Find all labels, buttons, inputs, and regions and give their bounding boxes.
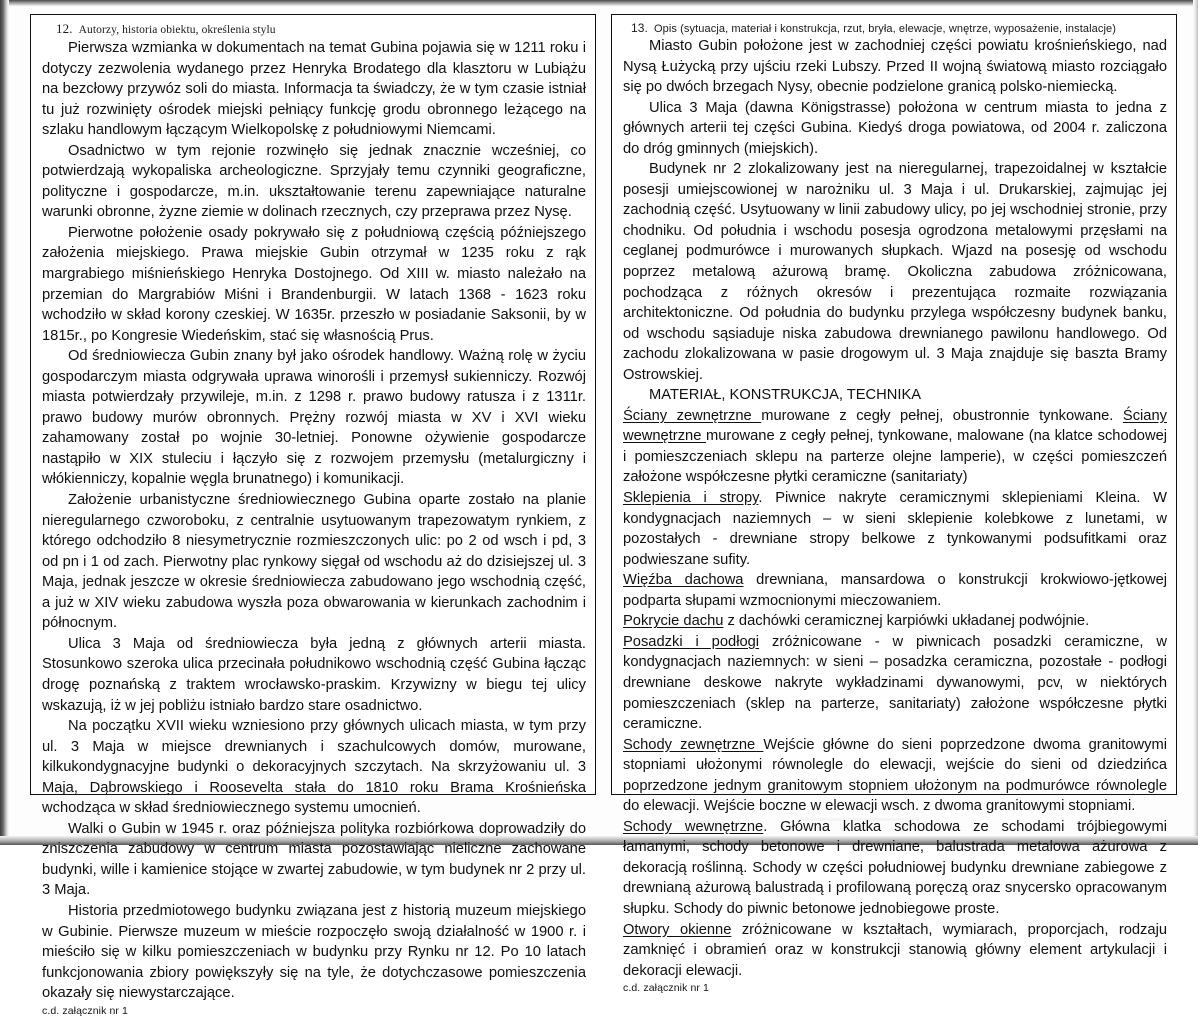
term-underlined: Ściany zewnętrzne bbox=[623, 407, 762, 424]
paragraph bbox=[623, 98, 1167, 160]
term-underlined: Pokrycie dachu bbox=[623, 613, 724, 630]
paragraph: Historia przedmiotowego budynku związana jest z historią muzeum miejskiego w Gubinie. Pierwsze muzeum w mieście rozpoczęło swoją działalność w 1900 r. i mieściło się w kilku pomieszczeniach w budynku przy Rynku nr 12. Po 10 latach funkcjonowania zbiory powiększyły się na tyle, że dotychczasowe pomieszczenia okazały się niewystarczające. bbox=[42, 902, 586, 1002]
text-run: zróżnicowane - w piwnicach posadzki ceramiczne, w kondygnacjach naziemnych: w sieni – posadzka ceramiczna, pozostałe - podłogi drewniane deskowe nakryte wykładzinami dywanowymi, pcv, w niektórych pomieszczeniach (sklep na parterze, sanitariaty) założone współczesne płytki ceramiczne. bbox=[623, 633, 1167, 733]
paragraph bbox=[623, 611, 1167, 632]
paragraph: Osadnictwo w tym rejonie rozwinęło się jednak znacznie wcześniej, co potwierdzają wykopaliska archeologiczne. Sprzyjały temu czynniki geograficzne, polityczne i gospodarcze, m.in. ukształtowanie terenu zapewniające naturalne warunki obronne, żyzne ziemie w dolinach rzecznych, czy przeprawa przez Nysę. bbox=[42, 142, 586, 221]
paragraph bbox=[623, 570, 1167, 611]
paragraph bbox=[623, 920, 1167, 982]
term-underlined: Ściany wewnętrzne bbox=[623, 407, 1167, 445]
paragraph bbox=[623, 159, 1167, 385]
paragraph: Na początku XVII wieku wzniesiono przy głównych ulicach miasta, w tym przy ul. 3 Maja w miejsce drewnianych i szachulcowych domów, murowane, kilkukondygnacyjne budynki o dekoracyjnych szczytach. Na skrzyżowaniu ul. 3 Maja, Dąbrowskiego i Roosevelta stała do 1810 roku Brama Krośnieńska wchodząca w skład średniowiecznego systemu umocnień. bbox=[42, 718, 586, 817]
section-12-heading bbox=[56, 21, 586, 37]
paragraph bbox=[623, 735, 1167, 817]
section-12-box bbox=[30, 14, 596, 1017]
paragraph bbox=[623, 406, 1167, 488]
section-13-footnote: c.d. załącznik nr 1 bbox=[623, 982, 709, 995]
section-12-content bbox=[42, 38, 586, 1004]
paragraph: Pierwsza wzmianka w dokumentach na temat Gubina pojawia się w 1211 roku i dotyczy zezwolenia wydanego przez Henryka Brodatego dla klasztoru w Lubiążu na bezcłowy przywóz soli do miasta. Informacja ta świadczy, że w tym czasie istniał tu już rozwinięty ośrodek miejski pełniący funkcję grodu obronnego leżącego na szlaku handlowym łączącym Wielkopolskę z południowymi Niemcami. bbox=[42, 40, 586, 139]
term-underlined: Sklepienia i stropy bbox=[623, 490, 759, 507]
term-underlined: Otwory okienne bbox=[623, 921, 732, 938]
text-run: Ulica 3 Maja (dawna Königstrasse) położona w centrum miasta to jedna z głównych arterii tej części Gubina. Kiedyś droga powiatowa, od 2004 r. zaliczona do dróg gminnych (miejskich). bbox=[623, 99, 1167, 157]
section-13-heading-text: Opis (sytuacja, materiał i konstrukcja, rzut, bryła, elewacje, wnętrze, wyposażenie, instalacje) bbox=[653, 23, 1116, 35]
paragraph: Pierwotne położenie osady pokrywało się z południową częścią późniejszego założenia miejskiego. Prawa miejskie Gubin otrzymał w 1235 roku z rąk margrabiego miśnieńskiego Henryka Dostojnego. Od XIII w. miasto należało na przemian do Margrabiów Miśni i Brandenburgii. W latach 1368 - 1623 roku wchodziło w skład korony czeskiej. W 1635r. przeszło w posiadanie Saksonii, by w 1815r., po Kongresie Wiedeńskim, stać się własnością Prus. bbox=[42, 224, 586, 344]
text-run: . Piwnice nakryte ceramicznymi sklepieniami Kleina. W kondygnacjach naziemnych – w sieni sklepienie kolebkowe z lunetami, w pozostałych - drewniane stropy belkowe z tynkowanymi podsufitkami oraz podwieszane sufity. bbox=[623, 490, 1167, 568]
section-12-heading-text: Autorzy, historia obiektu, określenia stylu bbox=[78, 24, 276, 36]
text-run: Wejście główne do sieni poprzedzone dwoma granitowymi stopniami ułożonymi równolegle do elewacji, wejście do sieni od dziedzińca poprzedzone jednym granitowym stopniem ułożonym na podmurówce równolegle do elewacji. Wejście boczne w elewacji wsch. z dwoma granitowymi stopniami. bbox=[623, 736, 1167, 815]
paragraph: Założenie urbanistyczne średniowiecznego Gubina oparte zostało na planie nieregularnego czworoboku, z centralnie usytuowanym trapezowatym rynkiem, z którego odchodziło 8 niesymetrycznie rozmieszczonych ulic: po 2 od wsch i pd, 3 od pn i 1 od zach. Pierwotny plac rynkowy sięgał od wschodu aż do dzisiejszej ul. 3 Maja, jednak jeszcze w okresie średniowiecza zabudowano jego wschodnią część, a już w XIV wieku zabudowa wyszła poza obwarowania w kierunkach zachodnim i północnym. bbox=[42, 492, 586, 632]
text-run: murowane z cegły pełnej, obustronnie tynkowane. bbox=[761, 407, 1123, 424]
text-run: Miasto Gubin położone jest w zachodniej części powiatu krośnieńskiego, nad Nysą Łużycką przy ujściu rzeki Lubszy. Przed II wojną światową miasto rozciągało się po dwóch brzegach Nysy, obecnie podzielone granicą polsko-niemiecką. bbox=[623, 38, 1167, 96]
paragraph bbox=[623, 488, 1167, 570]
paragraph bbox=[623, 817, 1167, 920]
text-run: murowane z cegły pełnej, tynkowane, malowane (na klatce schodowej i pomieszczeniach sklepu na parterze olejne lamperie), w części pomieszczeń założone współczesne płytki ceramiczne (sanitariaty) bbox=[623, 428, 1168, 486]
section-12-footnote: c.d. załącznik nr 1 bbox=[42, 1004, 128, 1017]
section-13-number: 13. bbox=[631, 21, 648, 35]
paragraph bbox=[623, 36, 1167, 98]
text-run: MATERIAŁ, KONSTRUKCJA, TECHNIKA bbox=[649, 387, 922, 404]
text-run: z dachówki ceramicznej karpiówki układanej podwójnie. bbox=[723, 613, 1090, 630]
text-run: zróżnicowane w kształtach, wymiarach, proporcjach, rodzaju zamknięć i obramień oraz w konstrukcji stanowią główny element artykulacji i dekoracji elewacji. bbox=[623, 921, 1167, 979]
term-underlined: Posadzki i podłogi bbox=[623, 633, 760, 650]
text-run: Budynek nr 2 zlokalizowany jest na nieregularnej, trapezoidalnej w kształcie posesji umiejscowionej w narożniku ul. 3 Maja i ul. Drukarskiej, zajmując jej zachodnią część. Usytuowany w linii zabudowy ulicy, po jej wschodniej stronie, przy chodniku. Od południa i wschodu posesja ogrodzona metalowymi przęsłami na ceglanej podmurówce i murowanych słupkach. Wjazd na posesję od wschodu poprzez metalową ażurową bramę. Okoliczna zabudowa zróżnicowana, pochodząca z różnych okresów i prezentująca rozmaite rozwiązania architektoniczne. Od południa do budynku przylega współczesny budynek banku, od wschodu sąsiaduje niska zabudowa drewnianego pawilonu handlowego. Od zachodu zlokalizowana w pasie drogowym ul. 3 Maja znajduje się baszta Bramy Ostrowskiej. bbox=[623, 161, 1167, 383]
text-run: drewniana, mansardowa o konstrukcji krokwiowo-jętkowej podparta słupami wzmocnionymi mieczowaniem. bbox=[623, 572, 1168, 609]
section-12-number: 12. bbox=[56, 21, 73, 36]
term-underlined: Schody wewnętrzne bbox=[623, 818, 764, 835]
term-underlined: Więźba dachowa bbox=[623, 572, 744, 589]
text-run: . Główna klatka schodowa ze schodami trójbiegowymi łamanymi, schody betonowe i drewniane, balustrada metalowa ażurowa z dekoracją roślinną. Schody w części południowej budynku drewniane zabiegowe z drewnianą ażurową balustradą i profilowaną poręczą oraz snycersko opracowanym słupku. Schody do piwnic betonowe jednobiegowe proste. bbox=[623, 818, 1167, 917]
paragraph: Ulica 3 Maja od średniowiecza była jedną z głównych arterii miasta. Stosunkowo szeroka ulica przecinała południkowo wschodnią część Gubina łącząc drogę poznańską z traktem wrocławsko-praskim. Krzywizny w biegu tej ulicy wskazują, iż w jej pobliżu istniało bardzo stare osadnictwo. bbox=[42, 635, 586, 714]
term-underlined: Schody zewnętrzne bbox=[623, 736, 764, 753]
section-13-content bbox=[623, 36, 1167, 981]
paragraph bbox=[623, 385, 1167, 406]
paragraph bbox=[623, 632, 1167, 735]
section-13-heading bbox=[631, 21, 1167, 35]
paragraph: Od średniowiecza Gubin znany był jako ośrodek handlowy. Ważną rolę w życiu gospodarczym miasta odgrywała uprawa winorośli i przemysł sukienniczy. Rozwój miasta potwierdzały przywileje, m.in. z 1298 r. prawo budowy ratusza i z 1311r. prawo budowy murów obronnych. Prężny rozwój miasta w XV i XVI wieku zahamowany został po wojnie 30-letniej. Ponowne ożywienie gospodarcze nastąpiło w XIX stuleciu i łączyło się z rozwojem przemysłu (metalurgiczny i włókienniczy, kopalnie węgla brunatnego) i komunikacji. bbox=[42, 348, 586, 488]
section-13-box bbox=[611, 14, 1177, 995]
paragraph: Walki o Gubin w 1945 r. oraz późniejsza polityka rozbiórkowa doprowadziły do zniszczenia zabudowy w centrum miasta pozostawiając nieliczne zachowane budynki, wille i kamienice stojące w zwartej zabudowie, w tym budynek nr 2 przy ul. 3 Maja. bbox=[42, 820, 586, 899]
